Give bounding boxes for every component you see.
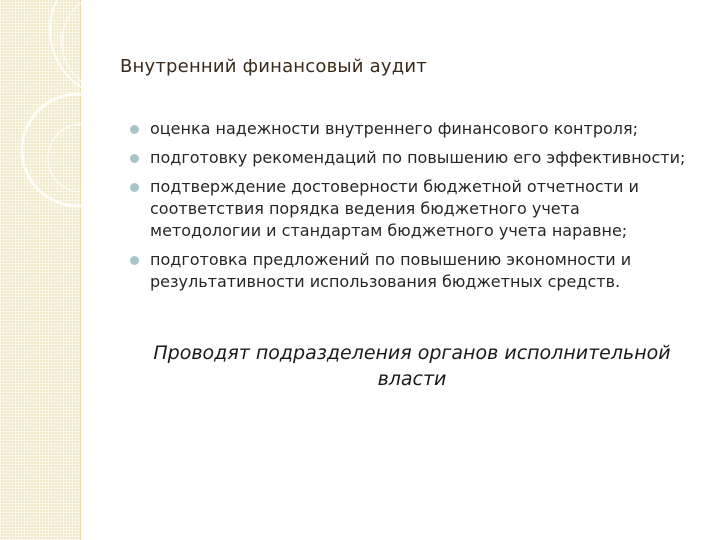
- bullet-text: подготовку рекомендаций по повышению его эффективности;: [150, 148, 686, 167]
- footer-note: Проводят подразделения органов исполнительной власти: [153, 342, 671, 390]
- bullet-text: оценка надежности внутреннего финансового контроля;: [150, 119, 639, 138]
- bullet-text: подтверждение достоверности бюджетной отчетности и соответствия порядка ведения бюджетного учета методологии и стандартам бюджетного учета наравне;: [150, 177, 639, 240]
- bullet-icon: [130, 125, 139, 134]
- list-item: [130, 176, 690, 242]
- bullet-icon: [130, 256, 139, 265]
- list-item: [130, 147, 690, 169]
- decorative-circles-icon: [0, 0, 120, 240]
- bullet-icon: [130, 154, 139, 163]
- bullet-text: подготовка предложений по повышению экономности и результативности использования бюджетных средств.: [150, 250, 632, 291]
- bullet-list: [130, 118, 690, 300]
- list-item: [130, 249, 690, 293]
- slide-title: Внутренний финансовый аудит: [120, 56, 427, 77]
- bullet-icon: [130, 183, 139, 192]
- list-item: [130, 118, 690, 140]
